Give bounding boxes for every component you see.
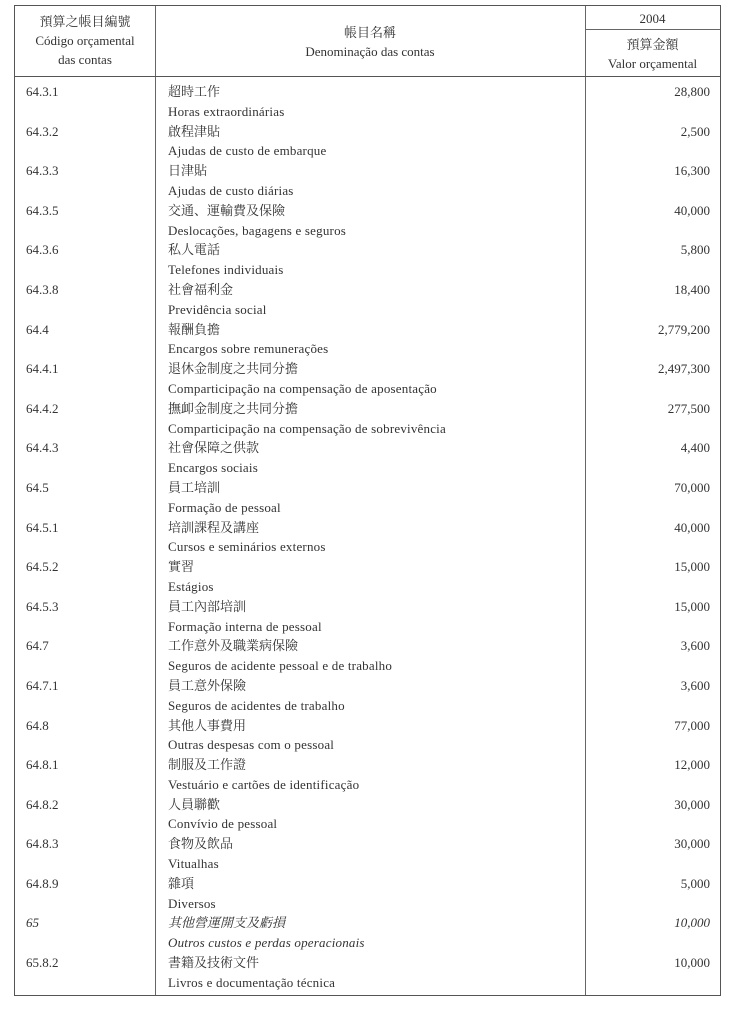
account-name-zh: 書籍及技術文件 [168, 955, 260, 971]
account-name-zh: 社會保障之供款 [168, 440, 260, 456]
table-row [15, 359, 720, 399]
account-code: 64.3.5 [26, 202, 59, 218]
table-row [15, 676, 720, 716]
budget-value: 277,500 [667, 400, 710, 416]
table-row [15, 557, 720, 597]
account-name-zh: 超時工作 [168, 84, 221, 99]
account-code: 64.5 [26, 479, 49, 495]
account-name-pt: Telefones individuais [168, 262, 284, 278]
account-name-zh: 食物及飲品 [168, 836, 234, 852]
code-column-header [15, 12, 155, 69]
account-name-pt: Formação interna de pessoal [168, 618, 322, 634]
table-row [15, 161, 720, 201]
account-name-pt: Comparticipação na compensação de sobrevivência [168, 420, 446, 436]
account-name-zh: 人員聯歡 [168, 796, 221, 812]
budget-value: 18,400 [674, 281, 710, 297]
table-row [15, 597, 720, 637]
account-name-zh: 報酬負擔 [168, 321, 221, 337]
table-row [15, 913, 720, 953]
table-row [15, 320, 720, 360]
account-name-pt: Convívio de pessoal [168, 816, 278, 832]
budget-value: 2,500 [680, 123, 710, 139]
budget-value: 2,779,200 [658, 321, 710, 337]
account-name-zh: 員工意外保險 [168, 677, 247, 693]
table-row [15, 636, 720, 676]
account-name-zh: 其他營運開支及虧損 [168, 915, 286, 931]
account-name-zh: 員工培訓 [168, 479, 221, 495]
account-name-pt: Livros e documentação técnica [168, 974, 336, 990]
account-code: 64.4 [26, 321, 49, 337]
account-name-pt: Comparticipação na compensação de aposentação [168, 380, 437, 396]
account-name-zh: 退休金制度之共同分擔 [168, 361, 299, 377]
budget-value: 12,000 [674, 757, 710, 773]
budget-value: 3,600 [680, 677, 710, 693]
budget-value: 15,000 [674, 598, 710, 614]
budget-value: 15,000 [674, 559, 710, 575]
table-body [15, 82, 720, 993]
table-row [15, 953, 720, 993]
account-code: 64.8 [26, 717, 49, 733]
account-name-zh: 其他人事費用 [168, 717, 247, 733]
account-name-pt: Estágios [168, 578, 214, 594]
account-name-pt: Horas extraordinárias [168, 103, 285, 119]
account-code: 64.5.3 [26, 598, 59, 614]
account-name-pt: Formação de pessoal [168, 499, 281, 515]
account-code: 64.5.1 [26, 519, 59, 535]
account-code: 64.3.8 [26, 281, 59, 297]
value-column-header [585, 35, 720, 73]
account-code: 64.8.3 [26, 836, 59, 852]
account-name-pt: Encargos sobre remunerações [168, 341, 329, 357]
account-name-zh: 撫卹金制度之共同分擔 [168, 400, 299, 416]
budget-table [14, 5, 721, 996]
table-row [15, 240, 720, 280]
name-header-zh: 帳目名稱 [343, 25, 396, 40]
table-row [15, 755, 720, 795]
account-name-zh: 私人電話 [168, 242, 221, 258]
budget-value: 5,800 [680, 242, 710, 258]
account-name-pt: Ajudas de custo de embarque [168, 143, 327, 159]
account-code: 64.7.1 [26, 677, 59, 693]
account-name-zh: 雜項 [168, 875, 195, 891]
account-code: 64.3.3 [26, 163, 59, 179]
table-row [15, 438, 720, 478]
account-code: 64.3.2 [26, 123, 59, 139]
name-column-header [155, 23, 585, 61]
budget-value: 5,000 [680, 875, 710, 891]
account-name-pt: Vestuário e cartões de identificação [168, 776, 360, 792]
account-name-pt: Vitualhas [168, 856, 219, 872]
code-header-pt-2: das contas [58, 52, 112, 67]
account-name-zh: 培訓課程及講座 [168, 519, 260, 535]
account-name-pt: Seguros de acidentes de trabalho [168, 697, 345, 713]
account-code: 65.8.2 [26, 955, 59, 971]
budget-value: 3,600 [680, 638, 710, 654]
account-name-pt: Deslocações, bagagens e seguros [168, 222, 347, 238]
account-code: 64.8.2 [26, 796, 59, 812]
account-code: 64.3.6 [26, 242, 59, 258]
account-name-pt: Diversos [168, 895, 216, 911]
value-header-zh: 預算金額 [626, 37, 679, 52]
table-row [15, 280, 720, 320]
budget-value: 77,000 [674, 717, 710, 733]
account-code: 64.5.2 [26, 559, 59, 575]
budget-value: 70,000 [674, 479, 710, 495]
account-name-pt: Encargos sociais [168, 460, 258, 476]
budget-value: 40,000 [674, 519, 710, 535]
budget-value: 30,000 [674, 836, 710, 852]
code-header-zh: 預算之帳目編號 [39, 14, 131, 29]
account-code: 64.3.1 [26, 84, 59, 99]
account-name-pt: Outras despesas com o pessoal [168, 737, 335, 753]
table-row [15, 82, 720, 122]
table-row [15, 834, 720, 874]
account-name-pt: Seguros de acidente pessoal e de trabalho [168, 658, 393, 674]
table-row [15, 518, 720, 558]
account-name-pt: Outros custos e perdas operacionais [168, 935, 365, 951]
account-code: 65 [26, 915, 39, 931]
account-name-zh: 員工內部培訓 [168, 598, 247, 614]
budget-value: 2,497,300 [658, 361, 710, 377]
table-row [15, 122, 720, 162]
header-divider [585, 29, 720, 30]
account-code: 64.4.2 [26, 400, 59, 416]
table-row [15, 874, 720, 914]
account-name-pt: Previdência social [168, 301, 267, 317]
account-name-pt: Cursos e seminários externos [168, 539, 326, 555]
table-row [15, 399, 720, 439]
account-code: 64.4.3 [26, 440, 59, 456]
budget-value: 10,000 [674, 915, 710, 931]
account-code: 64.4.1 [26, 361, 59, 377]
year-header: 2004 [639, 11, 666, 26]
budget-value: 40,000 [674, 202, 710, 218]
account-code: 64.8.9 [26, 875, 59, 891]
account-name-pt: Ajudas de custo diárias [168, 182, 294, 198]
account-name-zh: 制服及工作證 [168, 757, 247, 773]
account-name-zh: 交通、運輸費及保險 [168, 202, 286, 218]
code-header-pt: Código orçamental [35, 33, 135, 48]
name-header-pt: Denominação das contas [305, 44, 435, 59]
budget-value: 16,300 [674, 163, 710, 179]
table-row [15, 478, 720, 518]
budget-value: 10,000 [674, 955, 710, 971]
budget-value: 28,800 [674, 84, 710, 99]
account-name-zh: 社會福利金 [168, 281, 234, 297]
account-name-zh: 實習 [168, 559, 195, 575]
table-row [15, 201, 720, 241]
account-code: 64.7 [26, 638, 49, 654]
account-name-zh: 工作意外及職業病保險 [168, 638, 299, 654]
budget-value: 4,400 [680, 440, 710, 456]
value-header-pt: Valor orçamental [607, 56, 698, 71]
table-row [15, 795, 720, 835]
account-code: 64.8.1 [26, 757, 59, 773]
budget-value: 30,000 [674, 796, 710, 812]
account-name-zh: 日津貼 [168, 163, 208, 179]
header-bottom-line [15, 76, 720, 77]
account-name-zh: 啟程津貼 [168, 123, 221, 139]
table-row [15, 716, 720, 756]
